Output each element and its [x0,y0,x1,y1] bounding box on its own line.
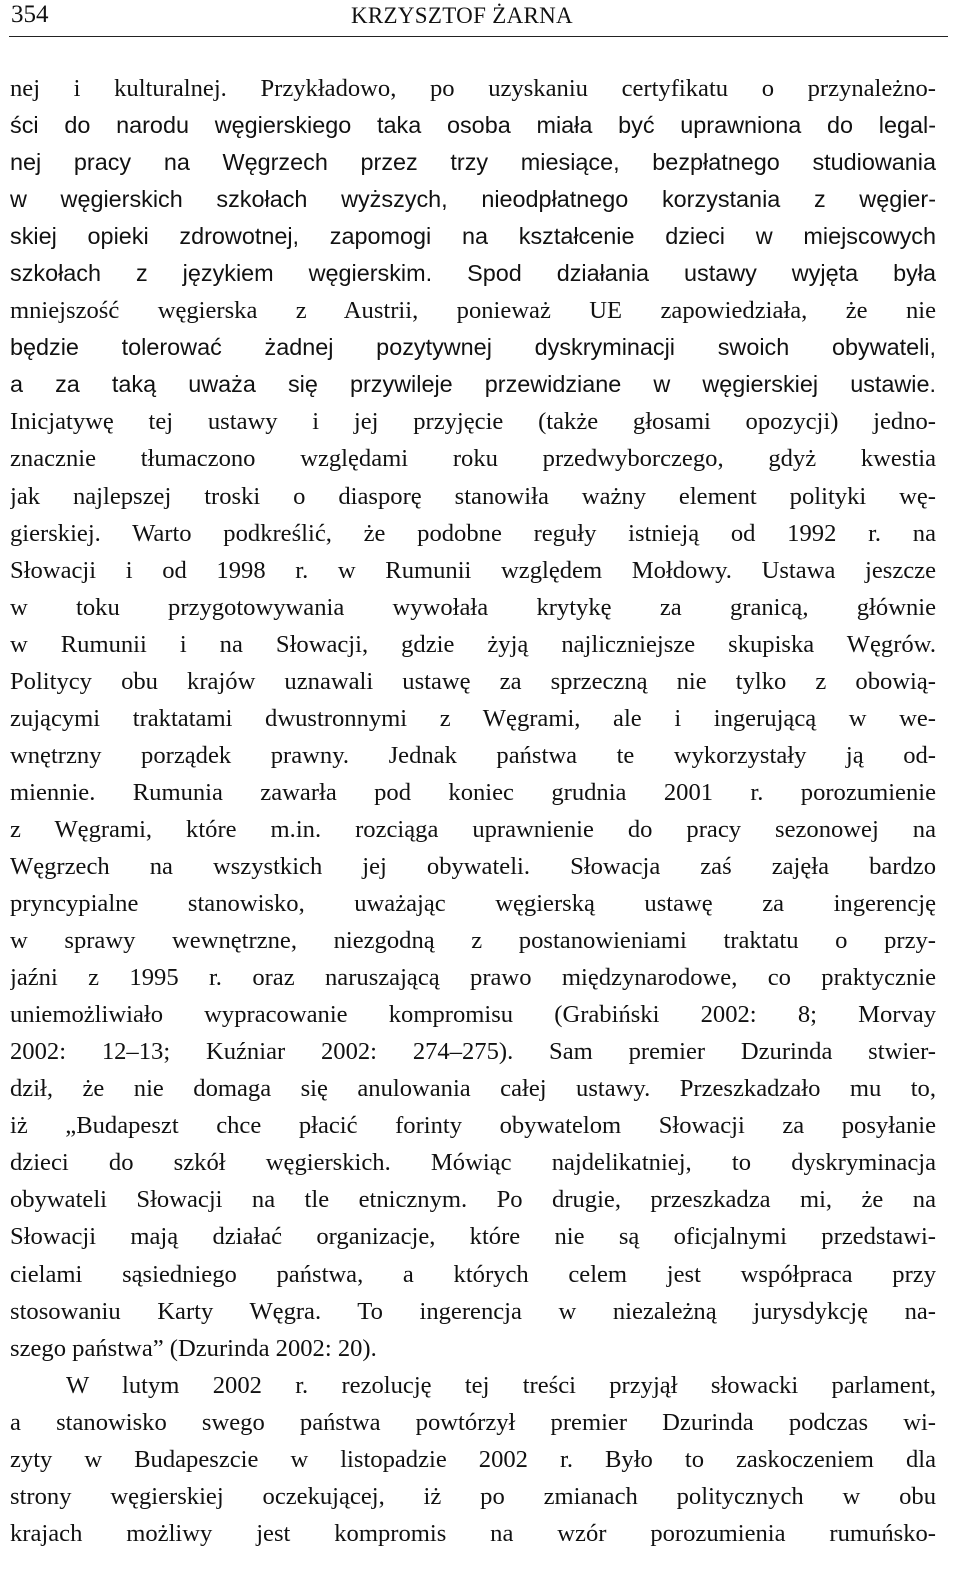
text-line: miennie. Rumunia zawarła pod koniec grudnia 2001 r. porozumienie [10,778,936,806]
text-line: strony węgierskiej oczekującej, iż po zmianach politycznych w obu [10,1482,936,1510]
page-body [10,70,936,1552]
paragraph-1 [10,70,936,1367]
text-line: a za taką uważa się przywileje przewidziane w węgierskiej ustawie. [10,371,936,398]
text-line: mniejszość węgierska z Austrii, ponieważ UE zapowiedziała, że nie [10,297,936,325]
text-line: iż „Budapeszt chce płacić forinty obywatelom Słowacji za posyłanie [10,1112,936,1140]
text-line: w sprawy wewnętrzne, niezgodną z postanowieniami traktatu o przy- [10,927,936,955]
text-line: a stanowisko swego państwa powtórzył premier Dzurinda podczas wi- [10,1408,936,1436]
page-header [9,0,948,37]
paragraph-2 [10,1367,936,1552]
text-line: Słowacji mają działać organizacje, które nie są oficjalnymi przedstawi- [10,1223,936,1251]
page-number: 354 [11,1,49,28]
text-line: gierskiej. Warto podkreślić, że podobne reguły istnieją od 1992 r. na [10,519,936,547]
text-line: szego państwa” (Dzurinda 2002: 20). [10,1334,377,1362]
text-line: szkołach z językiem węgierskim. Spod działania ustawy wyjęta była [10,260,936,287]
text-line: Inicjatywę tej ustawy i jej przyjęcie (także głosami opozycji) jedno- [10,408,936,436]
text-line: skiej opieki zdrowotnej, zapomogi na kształcenie dzieci w miejscowych [10,223,936,250]
text-line: 2002: 12–13; Kuźniar 2002: 274–275). Sam premier Dzurinda stwier- [10,1038,936,1066]
running-head: KRZYSZTOF ŻARNA [351,3,573,28]
text-line: zyty w Budapeszcie w listopadzie 2002 r. Było to zaskoczeniem dla [10,1445,936,1473]
text-line: znacznie tłumaczono względami roku przedwyborczego, gdyż kwestia [10,445,936,473]
text-line: zującymi traktatami dwustronnymi z Węgrami, ale i ingerującą w we- [10,704,936,732]
text-line: stosowaniu Karty Węgra. To ingerencja w niezależną jurysdykcję na- [10,1297,936,1325]
text-line: obywateli Słowacji na tle etnicznym. Po drugie, przeszkadza mi, że na [10,1186,936,1214]
text-line: krajach możliwy jest kompromis na wzór porozumienia rumuńsko- [10,1519,936,1547]
text-line: ści do narodu węgierskiego taka osoba miała być uprawniona do legal- [10,112,936,139]
text-line: jaźni z 1995 r. oraz naruszającą prawo międzynarodowe, co praktycznie [10,964,936,992]
text-line: dził, że nie domaga się anulowania całej ustawy. Przeszkadzało mu to, [10,1075,936,1103]
text-line: Węgrzech na wszystkich jej obywateli. Słowacja zaś zajęła bardzo [10,852,936,880]
text-line: wnętrzny porządek prawny. Jednak państwa te wykorzystały ją od- [10,741,936,769]
text-line: W lutym 2002 r. rezolucję tej treści przyjął słowacki parlament, [66,1371,936,1399]
text-line: w toku przygotowywania wywołała krytykę za granicą, głównie [10,593,936,621]
text-line: uniemożliwiało wypracowanie kompromisu (Grabiński 2002: 8; Morvay [10,1001,936,1029]
text-line: dzieci do szkół węgierskich. Mówiąc najdelikatniej, to dyskryminacja [10,1149,936,1177]
text-line: Politycy obu krajów uznawali ustawę za sprzeczną nie tylko z obowią- [10,667,936,695]
text-line: nej i kulturalnej. Przykładowo, po uzyskaniu certyfikatu o przynależno- [10,75,936,102]
text-line: w węgierskich szkołach wyższych, nieodpłatnego korzystania z węgier- [10,186,936,213]
text-line: będzie tolerować żadnej pozytywnej dyskryminacji swoich obywateli, [10,334,936,361]
text-line: nej pracy na Węgrzech przez trzy miesiące, bezpłatnego studiowania [10,149,936,176]
text-line: cielami sąsiedniego państwa, a których celem jest współpraca przy [10,1260,936,1288]
text-line: Słowacji i od 1998 r. w Rumunii względem Mołdowy. Ustawa jeszcze [10,556,936,584]
text-line: z Węgrami, które m.in. rozciąga uprawnienie do pracy sezonowej na [10,815,936,843]
text-line: pryncypialne stanowisko, uważając węgierską ustawę za ingerencję [10,890,936,918]
text-line: w Rumunii i na Słowacji, gdzie żyją najliczniejsze skupiska Węgrów. [10,630,936,658]
text-line: jak najlepszej troski o diasporę stanowiła ważny element polityki wę- [10,482,936,510]
